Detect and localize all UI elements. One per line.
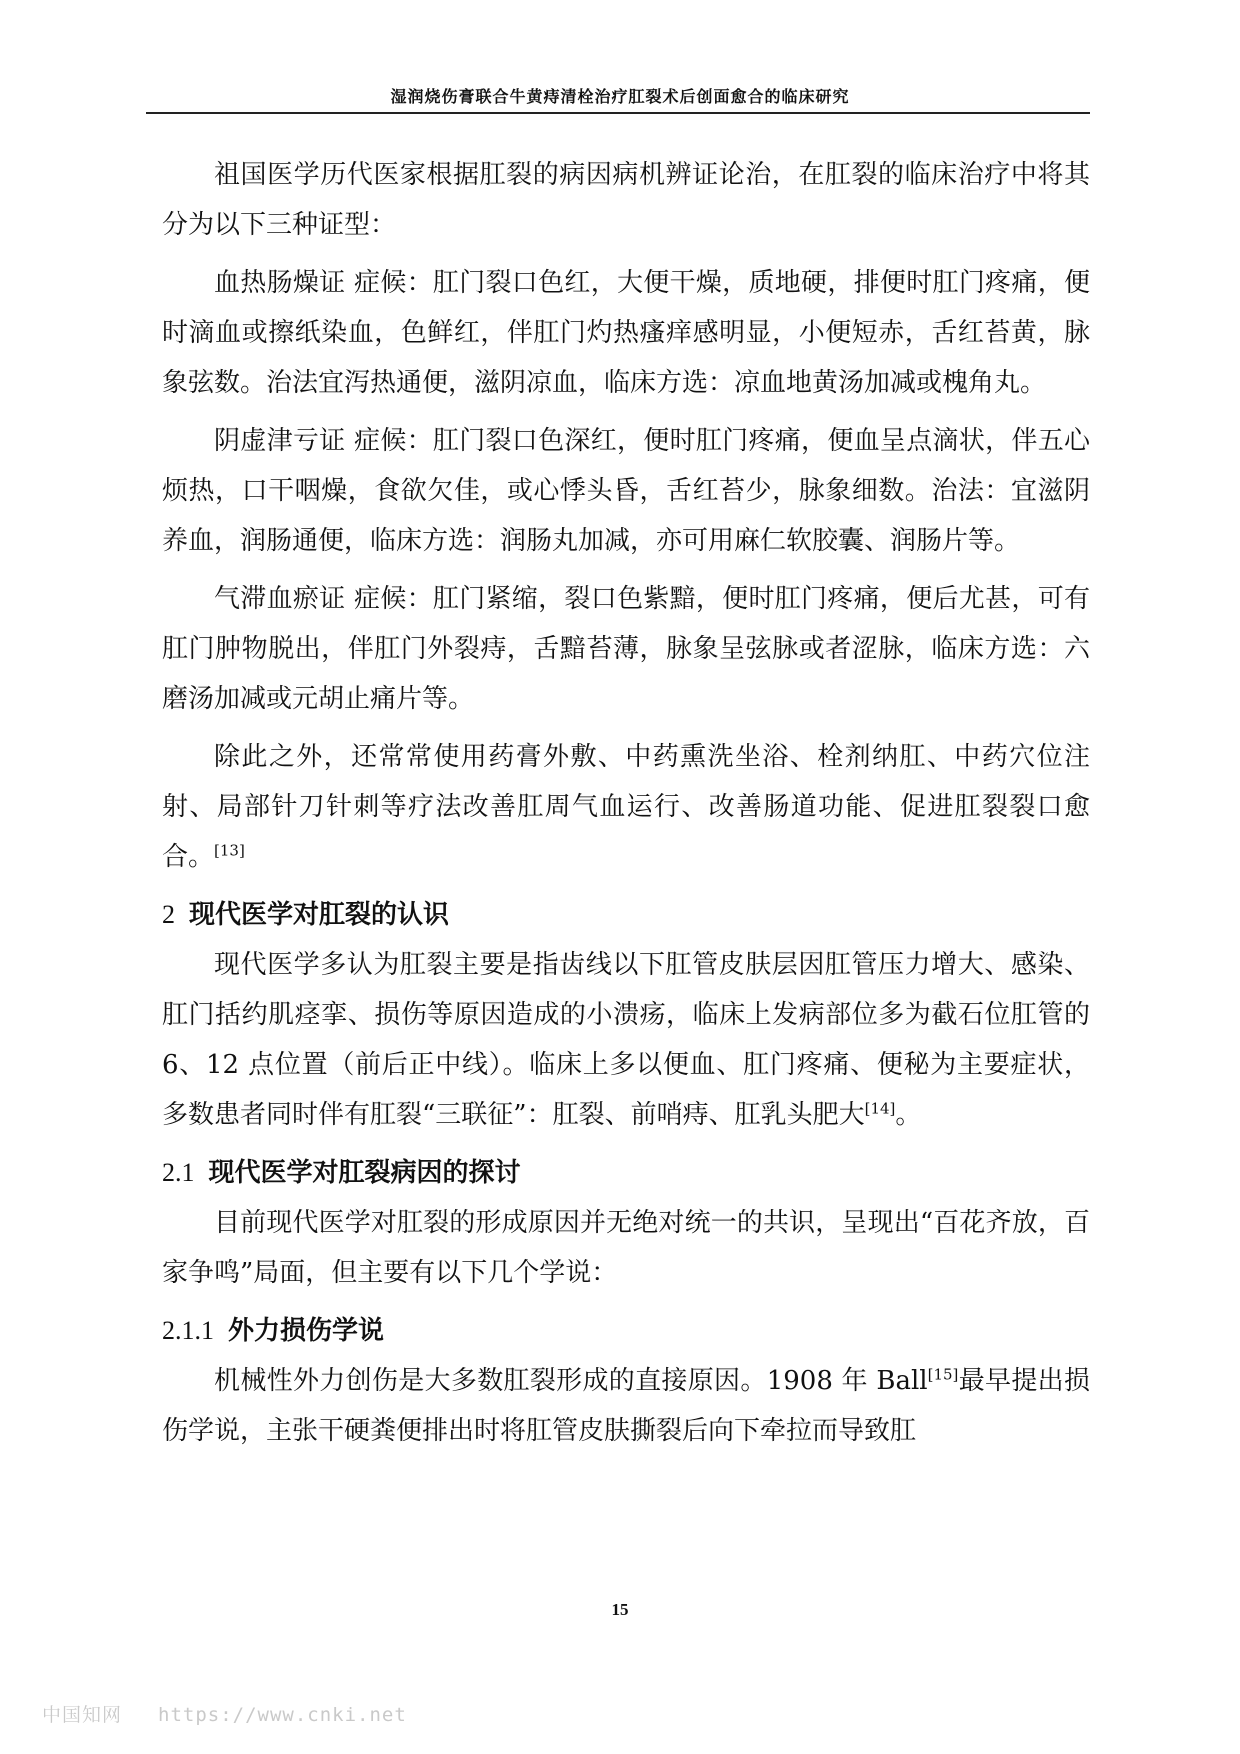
page-number: 15	[611, 1600, 629, 1619]
paragraph-text: 机械性外力创伤是大多数肛裂形成的直接原因。1908 年 Ball	[214, 1366, 928, 1396]
paragraph-other-therapies	[162, 732, 1090, 882]
paragraph-text-end: 最早提出损伤学说，主张干硬粪便排出时将肛管皮肤撕裂后向下牵拉而导致肛	[162, 1366, 1090, 1446]
section-heading-2-1	[162, 1148, 1090, 1198]
citation: [14]	[864, 1099, 896, 1118]
paragraph-text: 除此之外，还常常使用药膏外敷、中药熏洗坐浴、栓剂纳肛、中药穴位注射、局部针刀针刺等疗法改善肛周气血运行、改善肠道功能、促进肛裂裂口愈合。	[162, 742, 1090, 872]
section-heading-2-1-1	[162, 1306, 1090, 1356]
page-body	[162, 150, 1090, 1464]
running-header: 湿润烧伤膏联合牛黄痔清栓治疗肛裂术后创面愈合的临床研究	[390, 87, 850, 106]
paragraph-qi-stagnation: 气滞血瘀证 症候：肛门紧缩，裂口色紫黯，便时肛门疼痛，便后尤甚，可有肛门肿物脱出，伴肛门外裂痔，舌黯苔薄，脉象呈弦脉或者涩脉，临床方选：六磨汤加减或元胡止痛片等。	[162, 584, 1091, 714]
paragraph-text: 现代医学多认为肛裂主要是指齿线以下肛管皮肤层因肛管压力增大、感染、肛门括约肌痉挛、损伤等原因造成的小溃疡，临床上发病部位多为截石位肛管的 6、12 点位置（前后正中线）。临床上多以便血、肛门疼痛、便秘为主要症状，多数患者同时伴有肛裂“三联征”：肛裂、前哨痔、肛乳头肥大	[162, 950, 1090, 1130]
section-number: 2.1.1	[162, 1316, 214, 1345]
citation: [13]	[214, 841, 245, 860]
paragraph-modern-view	[162, 940, 1090, 1140]
cnki-watermark	[42, 1700, 407, 1727]
section-title: 现代医学对肛裂病因的探讨	[208, 1158, 521, 1188]
section-title: 现代医学对肛裂的认识	[189, 900, 450, 930]
paragraph-trauma-theory	[162, 1356, 1090, 1456]
section-number: 2.1	[162, 1158, 195, 1187]
paragraph-yin-deficiency: 阴虚津亏证 症候：肛门裂口色深红，便时肛门疼痛，便血呈点滴状，伴五心烦热，口干咽燥，食欲欠佳，或心悸头昏，舌红苔少，脉象细数。治法：宜滋阴养血，润肠通便，临床方选：润肠丸加减，亦可用麻仁软胶囊、润肠片等。	[162, 426, 1091, 556]
watermark-site: 中国知网	[42, 1704, 123, 1726]
paragraph-etiology-intro: 目前现代医学对肛裂的形成原因并无绝对统一的共识，呈现出“百花齐放，百家争鸣”局面，但主要有以下几个学说：	[162, 1208, 1090, 1288]
paragraph-blood-heat: 血热肠燥证 症候：肛门裂口色红，大便干燥，质地硬，排便时肛门疼痛，便时滴血或擦纸染血，色鲜红，伴肛门灼热瘙痒感明显，小便短赤，舌红苔黄，脉象弦数。治法宜泻热通便，滋阴凉血，临床方选：凉血地黄汤加减或槐角丸。	[162, 268, 1091, 398]
section-title: 外力损伤学说	[228, 1316, 385, 1346]
citation: [15]	[927, 1365, 959, 1384]
watermark-url: https://www.cnki.net	[158, 1704, 407, 1726]
paragraph-text-end: 。	[895, 1100, 922, 1130]
header-rule	[146, 112, 1090, 114]
section-number: 2	[162, 900, 175, 929]
section-heading-2	[162, 890, 1090, 940]
paragraph-syndrome-intro: 祖国医学历代医家根据肛裂的病因病机辨证论治，在肛裂的临床治疗中将其分为以下三种证型：	[162, 160, 1090, 240]
